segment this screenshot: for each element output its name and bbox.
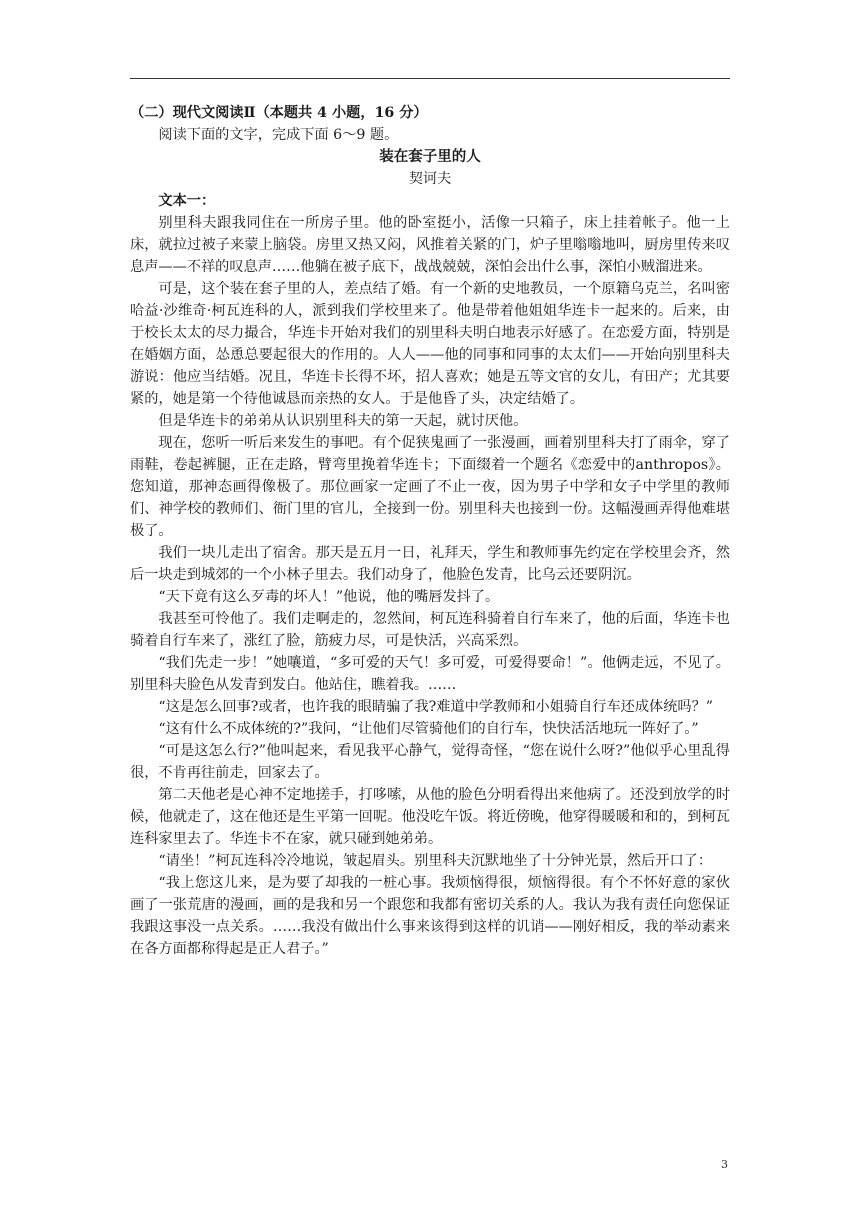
passage-author: 契诃夫 (408, 171, 452, 187)
page-number: 3 (721, 1158, 728, 1171)
paragraph: “我上您这儿来，是为要了却我的一桩心事。我烦恼得很，烦恼得很。有个不怀好意的家伙画了一张荒唐的漫画，画的是我和另一个跟您和我都有密切关系的人。我认为我有责任向您保证我跟这事没一点关系。……我没有做出什么事来该得到这样的讥诮——刚好相反，我的举动素来在各方面都称得起是正人君子。” (130, 875, 730, 957)
paragraph: 第二天他老是心神不定地搓手，打哆嗦，从他的脸色分明看得出来他病了。还没到放学的时候，他就走了，这在他还是生平第一回呢。他没吃午饭。将近傍晚，他穿得暖暖和和的，到柯瓦连科家里去了。华连卡不在家，就只碰到她弟弟。 (130, 787, 730, 847)
passage-title: 装在套子里的人 (379, 149, 481, 165)
paragraph: “天下竟有这么歹毒的坏人！”他说，他的嘴唇发抖了。 (158, 589, 500, 605)
paragraph: 可是，这个装在套子里的人，差点结了婚。有一个新的史地教员，一个原籍乌克兰，名叫密哈益·沙维奇·柯瓦连科的人，派到我们学校里来了。他是带着他姐姐华连卡一起来的。后来，由于校长太太的尽力撮合，华连卡开始对我们的别里科夫明白地表示好感了。在恋爱方面，特别是在婚姻方面，怂恿总要起很大的作用的。人人——他的同事和同事的太太们——开始向别里科夫游说：他应当结婚。况且，华连卡长得不坏，招人喜欢；她是五等文官的女儿，有田产；尤其要紧的，她是第一个待他诚恳而亲热的女人。于是他昏了头，决定结婚了。 (130, 281, 730, 407)
text-label: 文本一： (158, 193, 216, 209)
paragraph: 别里科夫跟我同住在一所房子里。他的卧室挺小，活像一只箱子，床上挂着帐子。他一上床，就拉过被子来蒙上脑袋。房里又热又闷，风推着关紧的门，炉子里嗡嗡地叫，厨房里传来叹息声——不祥的叹息声……他躺在被子底下，战战兢兢，深怕会出什么事，深怕小贼溜进来。 (130, 215, 730, 275)
header-rule (130, 78, 730, 79)
paragraph: “可是这怎么行?”他叫起来，看见我平心静气，觉得奇怪，“您在说什么呀?”他似乎心里乱得很，不肯再往前走，回家去了。 (130, 743, 730, 781)
paragraph: “请坐！”柯瓦连科冷冷地说，皱起眉头。别里科夫沉默地坐了十分钟光景，然后开口了： (158, 853, 713, 869)
section-heading: （二）现代文阅读Ⅱ（本题共 4 小题，16 分） (130, 105, 428, 121)
instruction: 阅读下面的文字，完成下面 6～9 题。 (158, 127, 399, 143)
paragraph: 但是华连卡的弟弟从认识别里科夫的第一天起，就讨厌他。 (158, 413, 528, 429)
paragraph: 我甚至可怜他了。我们走啊走的，忽然间，柯瓦连科骑着自行车来了，他的后面，华连卡也骑着自行车来了，涨红了脸，筋疲力尽，可是快活，兴高采烈。 (130, 611, 730, 649)
document-body (130, 102, 730, 960)
paragraph: “这有什么不成体统的?”我问，“让他们尽管骑他们的自行车，快快活活地玩一阵好了。” (158, 721, 699, 737)
paragraph: 现在，您听一听后来发生的事吧。有个促狭鬼画了一张漫画，画着别里科夫打了雨伞，穿了雨鞋，卷起裤腿，正在走路，臂弯里挽着华连卡；下面缀着一个题名《恋爱中的anthropos》。您知道，那神态画得像极了。那位画家一定画了不止一夜，因为男子中学和女子中学里的教师们、神学校的教师们、衙门里的官儿，全接到一份。别里科夫也接到一份。这幅漫画弄得他难堪极了。 (130, 435, 730, 539)
paragraph: “这是怎么回事?或者，也许我的眼睛骗了我?难道中学教师和小姐骑自行车还成体统吗？” (158, 699, 714, 715)
paragraph: “我们先走一步！”她嚷道，“多可爱的天气！多可爱，可爱得要命！”。他俩走远，不见了。别里科夫脸色从发青到发白。他站住，瞧着我。…… (130, 655, 730, 693)
paragraph: 我们一块儿走出了宿舍。那天是五月一日，礼拜天，学生和教师事先约定在学校里会齐，然后一块走到城郊的一个小林子里去。我们动身了，他脸色发青，比乌云还要阴沉。 (130, 545, 730, 583)
